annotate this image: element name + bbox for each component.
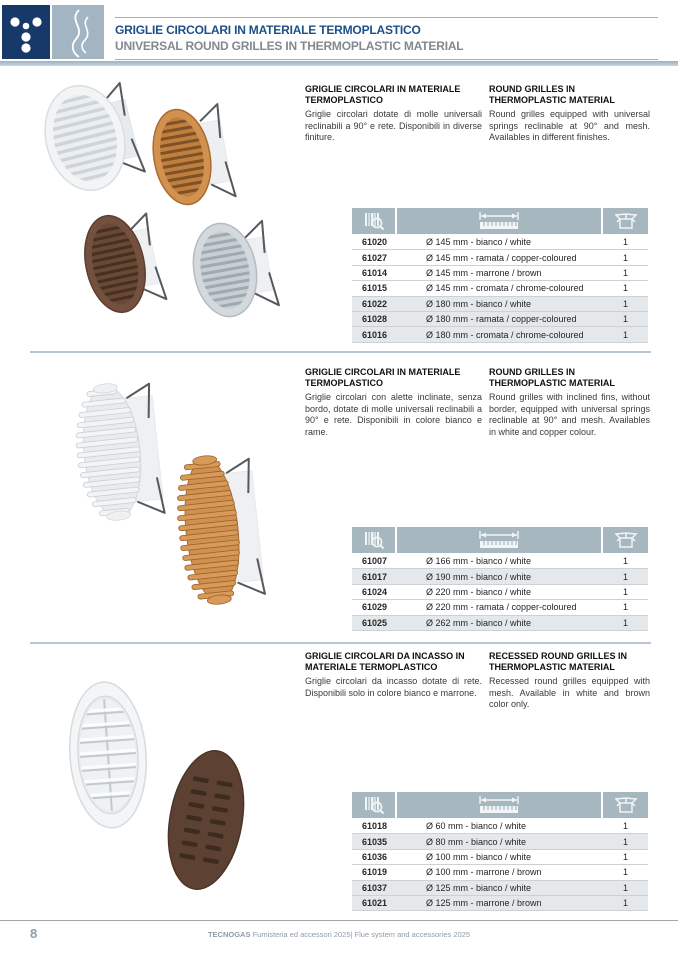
- section2-product-images: [55, 375, 287, 615]
- pack-quantity: 1: [622, 571, 628, 582]
- section2-title-english: ROUND GRILLES IN THERMOPLASTIC MATERIAL: [489, 367, 615, 388]
- article-code: 61027: [361, 252, 388, 263]
- section3-product-images: [55, 665, 287, 900]
- article-code: 61018: [361, 821, 388, 832]
- section1-title-italian: GRIGLIE CIRCOLARI IN MATERIALE TERMOPLASTICO: [305, 84, 461, 105]
- article-description: Ø 145 mm - marrone / brown: [426, 267, 542, 278]
- table-row: [352, 297, 648, 312]
- section1-body-english: Round grilles equipped with universal springs reclinable at 90° and mesh. Availables in different finishes.: [489, 109, 650, 142]
- table-row: [352, 865, 648, 880]
- article-code: 61019: [361, 867, 388, 878]
- section-divider: [30, 642, 651, 644]
- article-description: Ø 145 mm - ramata / copper-coloured: [426, 252, 577, 263]
- footer-brand: TECNOGAS: [207, 930, 251, 939]
- recessed-grille-white-image: [65, 680, 151, 831]
- table-header: [352, 208, 648, 234]
- table-row: [352, 819, 648, 834]
- pack-quantity: 1: [622, 252, 628, 263]
- article-description: Ø 145 mm - cromata / chrome-coloured: [426, 283, 584, 294]
- product-table-2: [352, 527, 648, 631]
- table-row: [352, 850, 648, 865]
- article-code: 61017: [361, 571, 388, 582]
- page-title-english: UNIVERSAL ROUND GRILLES IN THERMOPLASTIC MATERIAL: [115, 39, 464, 53]
- smoke-logo: [52, 5, 104, 59]
- table-row: [352, 281, 648, 296]
- section-divider: [30, 351, 651, 353]
- article-description: Ø 180 mm - cromata / chrome-coloured: [426, 329, 584, 340]
- section3-title-italian: GRIGLIE CIRCOLARI DA INCASSO IN MATERIALE TERMOPLASTICO: [305, 651, 465, 672]
- grille-white-image: [34, 80, 146, 199]
- grille-copper-image: [146, 102, 236, 209]
- table-row: [352, 569, 648, 584]
- table-row: [352, 266, 648, 281]
- article-description: Ø 60 mm - bianco / white: [426, 821, 527, 832]
- section2-text-english: [489, 367, 650, 438]
- pack-quantity: 1: [622, 586, 628, 597]
- section3-text-italian: [305, 651, 482, 699]
- article-code: 61016: [361, 329, 388, 340]
- article-code: 61024: [361, 586, 388, 597]
- footer-caption: [0, 930, 678, 939]
- pack-quantity: 1: [622, 298, 628, 309]
- table-header: [352, 527, 648, 553]
- table-row: [352, 312, 648, 327]
- section3-body-italian: Griglie circolari da incasso dotate di rete. Disponibili solo in colore bianco e marrone.: [305, 676, 482, 698]
- pack-quantity: 1: [622, 851, 628, 862]
- diameter-ruler-icon: [397, 208, 601, 234]
- table-row: [352, 881, 648, 896]
- article-description: Ø 125 mm - marrone / brown: [426, 898, 542, 909]
- article-description: Ø 220 mm - ramata / copper-coloured: [426, 602, 577, 613]
- recessed-grille-brown-image: [158, 745, 253, 895]
- package-box-icon: [603, 208, 648, 234]
- article-code: 61036: [361, 851, 388, 862]
- diameter-ruler-icon: [397, 527, 601, 553]
- table-row: [352, 327, 648, 342]
- section1-text-english: [489, 84, 650, 144]
- page-number: 8: [30, 926, 38, 941]
- table-row: [352, 585, 648, 600]
- article-description: Ø 100 mm - bianco / white: [426, 851, 532, 862]
- article-description: Ø 180 mm - ramata / copper-coloured: [426, 314, 577, 325]
- pack-quantity: 1: [622, 283, 628, 294]
- article-description: Ø 80 mm - bianco / white: [426, 836, 527, 847]
- grille-brown-image: [76, 207, 167, 318]
- pack-quantity: 1: [622, 329, 628, 340]
- table-row: [352, 834, 648, 849]
- article-description: Ø 262 mm - bianco / white: [426, 617, 532, 628]
- article-description: Ø 220 mm - bianco / white: [426, 586, 532, 597]
- article-code: 61007: [361, 556, 388, 567]
- pack-quantity: 1: [622, 617, 628, 628]
- pack-quantity: 1: [622, 836, 628, 847]
- table-row: [352, 554, 648, 569]
- package-box-icon: [603, 527, 648, 553]
- pack-quantity: 1: [622, 898, 628, 909]
- article-code-icon: [352, 208, 395, 234]
- package-box-icon: [603, 792, 648, 818]
- article-description: Ø 145 mm - bianco / white: [426, 237, 532, 248]
- footer-divider: [0, 920, 678, 921]
- table-row: [352, 600, 648, 615]
- article-code: 61020: [361, 237, 388, 248]
- table-row: [352, 616, 648, 631]
- article-code: 61022: [361, 298, 388, 309]
- header-divider-band: [0, 61, 678, 66]
- fin-grille-copper-image: [171, 451, 265, 607]
- pack-quantity: 1: [622, 556, 628, 567]
- table-header: [352, 792, 648, 818]
- section2-body-english: Round grilles with inclined fins, without border, equipped with universal springs reclinable at 90° and mesh. Availables in white and copper colour.: [489, 392, 650, 437]
- pack-quantity: 1: [622, 267, 628, 278]
- grille-chrome-image: [186, 216, 279, 322]
- pack-quantity: 1: [622, 867, 628, 878]
- section1-text-italian: [305, 84, 482, 144]
- pack-quantity: 1: [622, 237, 628, 248]
- pack-quantity: 1: [622, 821, 628, 832]
- article-code: 61025: [361, 617, 388, 628]
- product-table-1: [352, 208, 648, 343]
- pack-quantity: 1: [622, 314, 628, 325]
- article-code-icon: [352, 792, 395, 818]
- article-description: Ø 100 mm - marrone / brown: [426, 867, 542, 878]
- fin-grille-white-image: [70, 379, 165, 524]
- product-table-3: [352, 792, 648, 911]
- page-header: [115, 17, 658, 60]
- section3-title-english: RECESSED ROUND GRILLES IN THERMOPLASTIC MATERIAL: [489, 651, 628, 672]
- article-description: Ø 125 mm - bianco / white: [426, 882, 532, 893]
- table-row: [352, 250, 648, 265]
- tecnogas-logo: [2, 5, 50, 59]
- article-code: 61028: [361, 314, 388, 325]
- pack-quantity: 1: [622, 602, 628, 613]
- article-code-icon: [352, 527, 395, 553]
- diameter-ruler-icon: [397, 792, 601, 818]
- section2-title-italian: GRIGLIE CIRCOLARI IN MATERIALE TERMOPLASTICO: [305, 367, 461, 388]
- section2-body-italian: Griglie circolari con alette inclinate, senza bordo, dotate di molle universali reclinabili a 90° e rete. Disponibili in colore bianco e rame.: [305, 392, 482, 437]
- section3-text-english: [489, 651, 650, 711]
- tecnogas-dots-t-icon: [2, 5, 50, 59]
- section1-body-italian: Griglie circolari dotate di molle universali reclinabili a 90° e rete. Disponibili in diverse finiture.: [305, 109, 482, 142]
- section2-text-italian: [305, 367, 482, 438]
- section3-body-english: Recessed round grilles equipped with mesh. Available in white and brown color only.: [489, 676, 650, 709]
- article-code: 61029: [361, 602, 388, 613]
- smoke-icon: [52, 5, 104, 59]
- article-description: Ø 190 mm - bianco / white: [426, 571, 532, 582]
- article-code: 61035: [361, 836, 388, 847]
- article-description: Ø 180 mm - bianco / white: [426, 298, 532, 309]
- article-code: 61037: [361, 882, 388, 893]
- article-code: 61015: [361, 283, 388, 294]
- section1-title-english: ROUND GRILLES IN THERMOPLASTIC MATERIAL: [489, 84, 615, 105]
- section1-product-images: [25, 80, 297, 352]
- table-row: [352, 235, 648, 250]
- footer-caption-text: Fumisteria ed accessori 2025| Flue system and accessories 2025: [252, 930, 471, 939]
- article-code: 61021: [361, 898, 388, 909]
- article-description: Ø 166 mm - bianco / white: [426, 556, 532, 567]
- pack-quantity: 1: [622, 882, 628, 893]
- article-code: 61014: [361, 267, 388, 278]
- page-title-italian: GRIGLIE CIRCOLARI IN MATERIALE TERMOPLASTICO: [115, 23, 421, 37]
- table-row: [352, 896, 648, 911]
